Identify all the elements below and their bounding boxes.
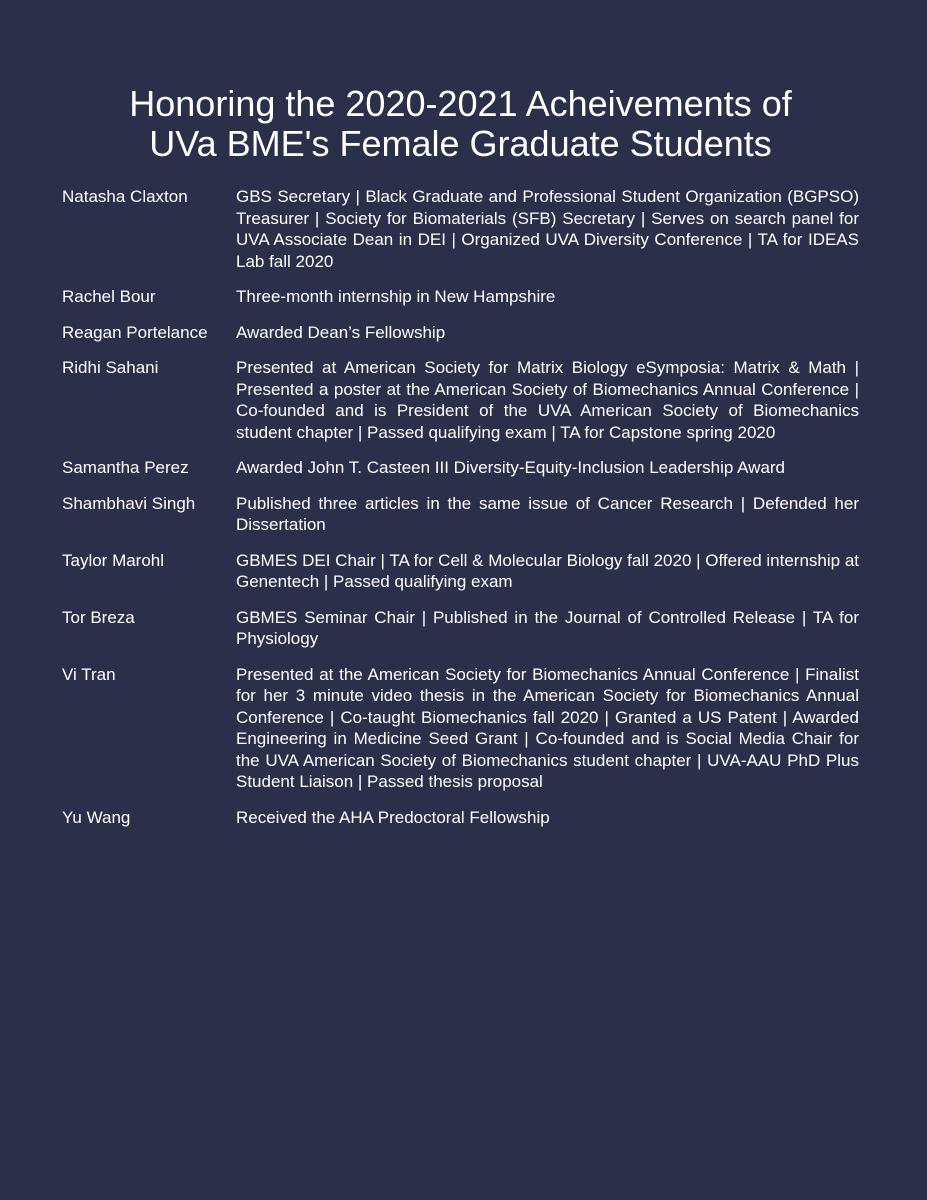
page-title <box>62 84 859 164</box>
list-item <box>62 493 859 536</box>
student-name: Vi Tran <box>62 664 116 684</box>
list-item <box>62 322 859 344</box>
student-name: Tor Breza <box>62 607 135 627</box>
student-achievements: GBMES DEI Chair | TA for Cell & Molecular Biology fall 2020 | Offered internship at Genentech | Passed qualifying exam <box>236 550 859 591</box>
student-achievements: Awarded Dean’s Fellowship <box>236 322 446 342</box>
student-name: Taylor Marohl <box>62 550 165 570</box>
list-item <box>62 664 859 793</box>
list-item <box>62 186 859 272</box>
student-achievements: Presented at American Society for Matrix Biology eSymposia: Matrix & Math | Presented a poster at the American Society of Biomechanics Annual Conference | Co-founded and is President of the UVA American Society of Biomechanics student chapter | Passed qualifying exam | TA for Capstone spring 2020 <box>236 358 859 442</box>
list-item <box>62 457 859 479</box>
student-achievements: Three-month internship in New Hampshire <box>236 287 556 306</box>
student-achievements: Presented at the American Society for Biomechanics Annual Conference | Finalist for her 3 minute video thesis in the American Society for Biomechanics Annual Conference | Co-taught Biomechanics fall 2020 | Granted a US Patent | Awarded Engineering in Medicine Seed Grant | Co-founded and is Social Media Chair for the UVA American Society of Biomechanics student chapter | UVA-AAU PhD Plus Student Liaison | Passed thesis proposal <box>236 664 859 791</box>
student-achievements: Awarded John T. Casteen III Diversity-Equity-Inclusion Leadership Award <box>236 458 786 477</box>
student-name: Shambhavi Singh <box>62 493 196 513</box>
page-title-line-2: UVa BME's Female Graduate Students <box>149 123 772 164</box>
achievements-list <box>62 186 859 828</box>
student-achievements: GBS Secretary | Black Graduate and Professional Student Organization (BGPSO) Treasurer | Society for Biomaterials (SFB) Secretary | Serves on search panel for UVA Associate Dean in DEI | Organized UVA Diversity Conference | TA for IDEAS Lab fall 2020 <box>236 187 859 271</box>
student-name: Natasha Claxton <box>62 187 188 206</box>
student-name: Yu Wang <box>62 807 131 827</box>
page-title-line-1: Honoring the 2020-2021 Acheivements of <box>129 83 792 124</box>
student-achievements: GBMES Seminar Chair | Published in the Journal of Controlled Release | TA for Physiology <box>236 607 859 648</box>
list-item <box>62 357 859 443</box>
student-name: Rachel Bour <box>62 287 156 306</box>
student-name: Ridhi Sahani <box>62 358 159 377</box>
list-item <box>62 607 859 650</box>
student-name: Samantha Perez <box>62 458 189 477</box>
list-item <box>62 807 859 829</box>
student-name: Reagan Portelance <box>62 322 208 342</box>
list-item <box>62 550 859 593</box>
list-item <box>62 286 859 308</box>
student-achievements: Published three articles in the same issue of Cancer Research | Defended her Dissertation <box>236 493 859 534</box>
student-achievements: Received the AHA Predoctoral Fellowship <box>236 807 550 827</box>
